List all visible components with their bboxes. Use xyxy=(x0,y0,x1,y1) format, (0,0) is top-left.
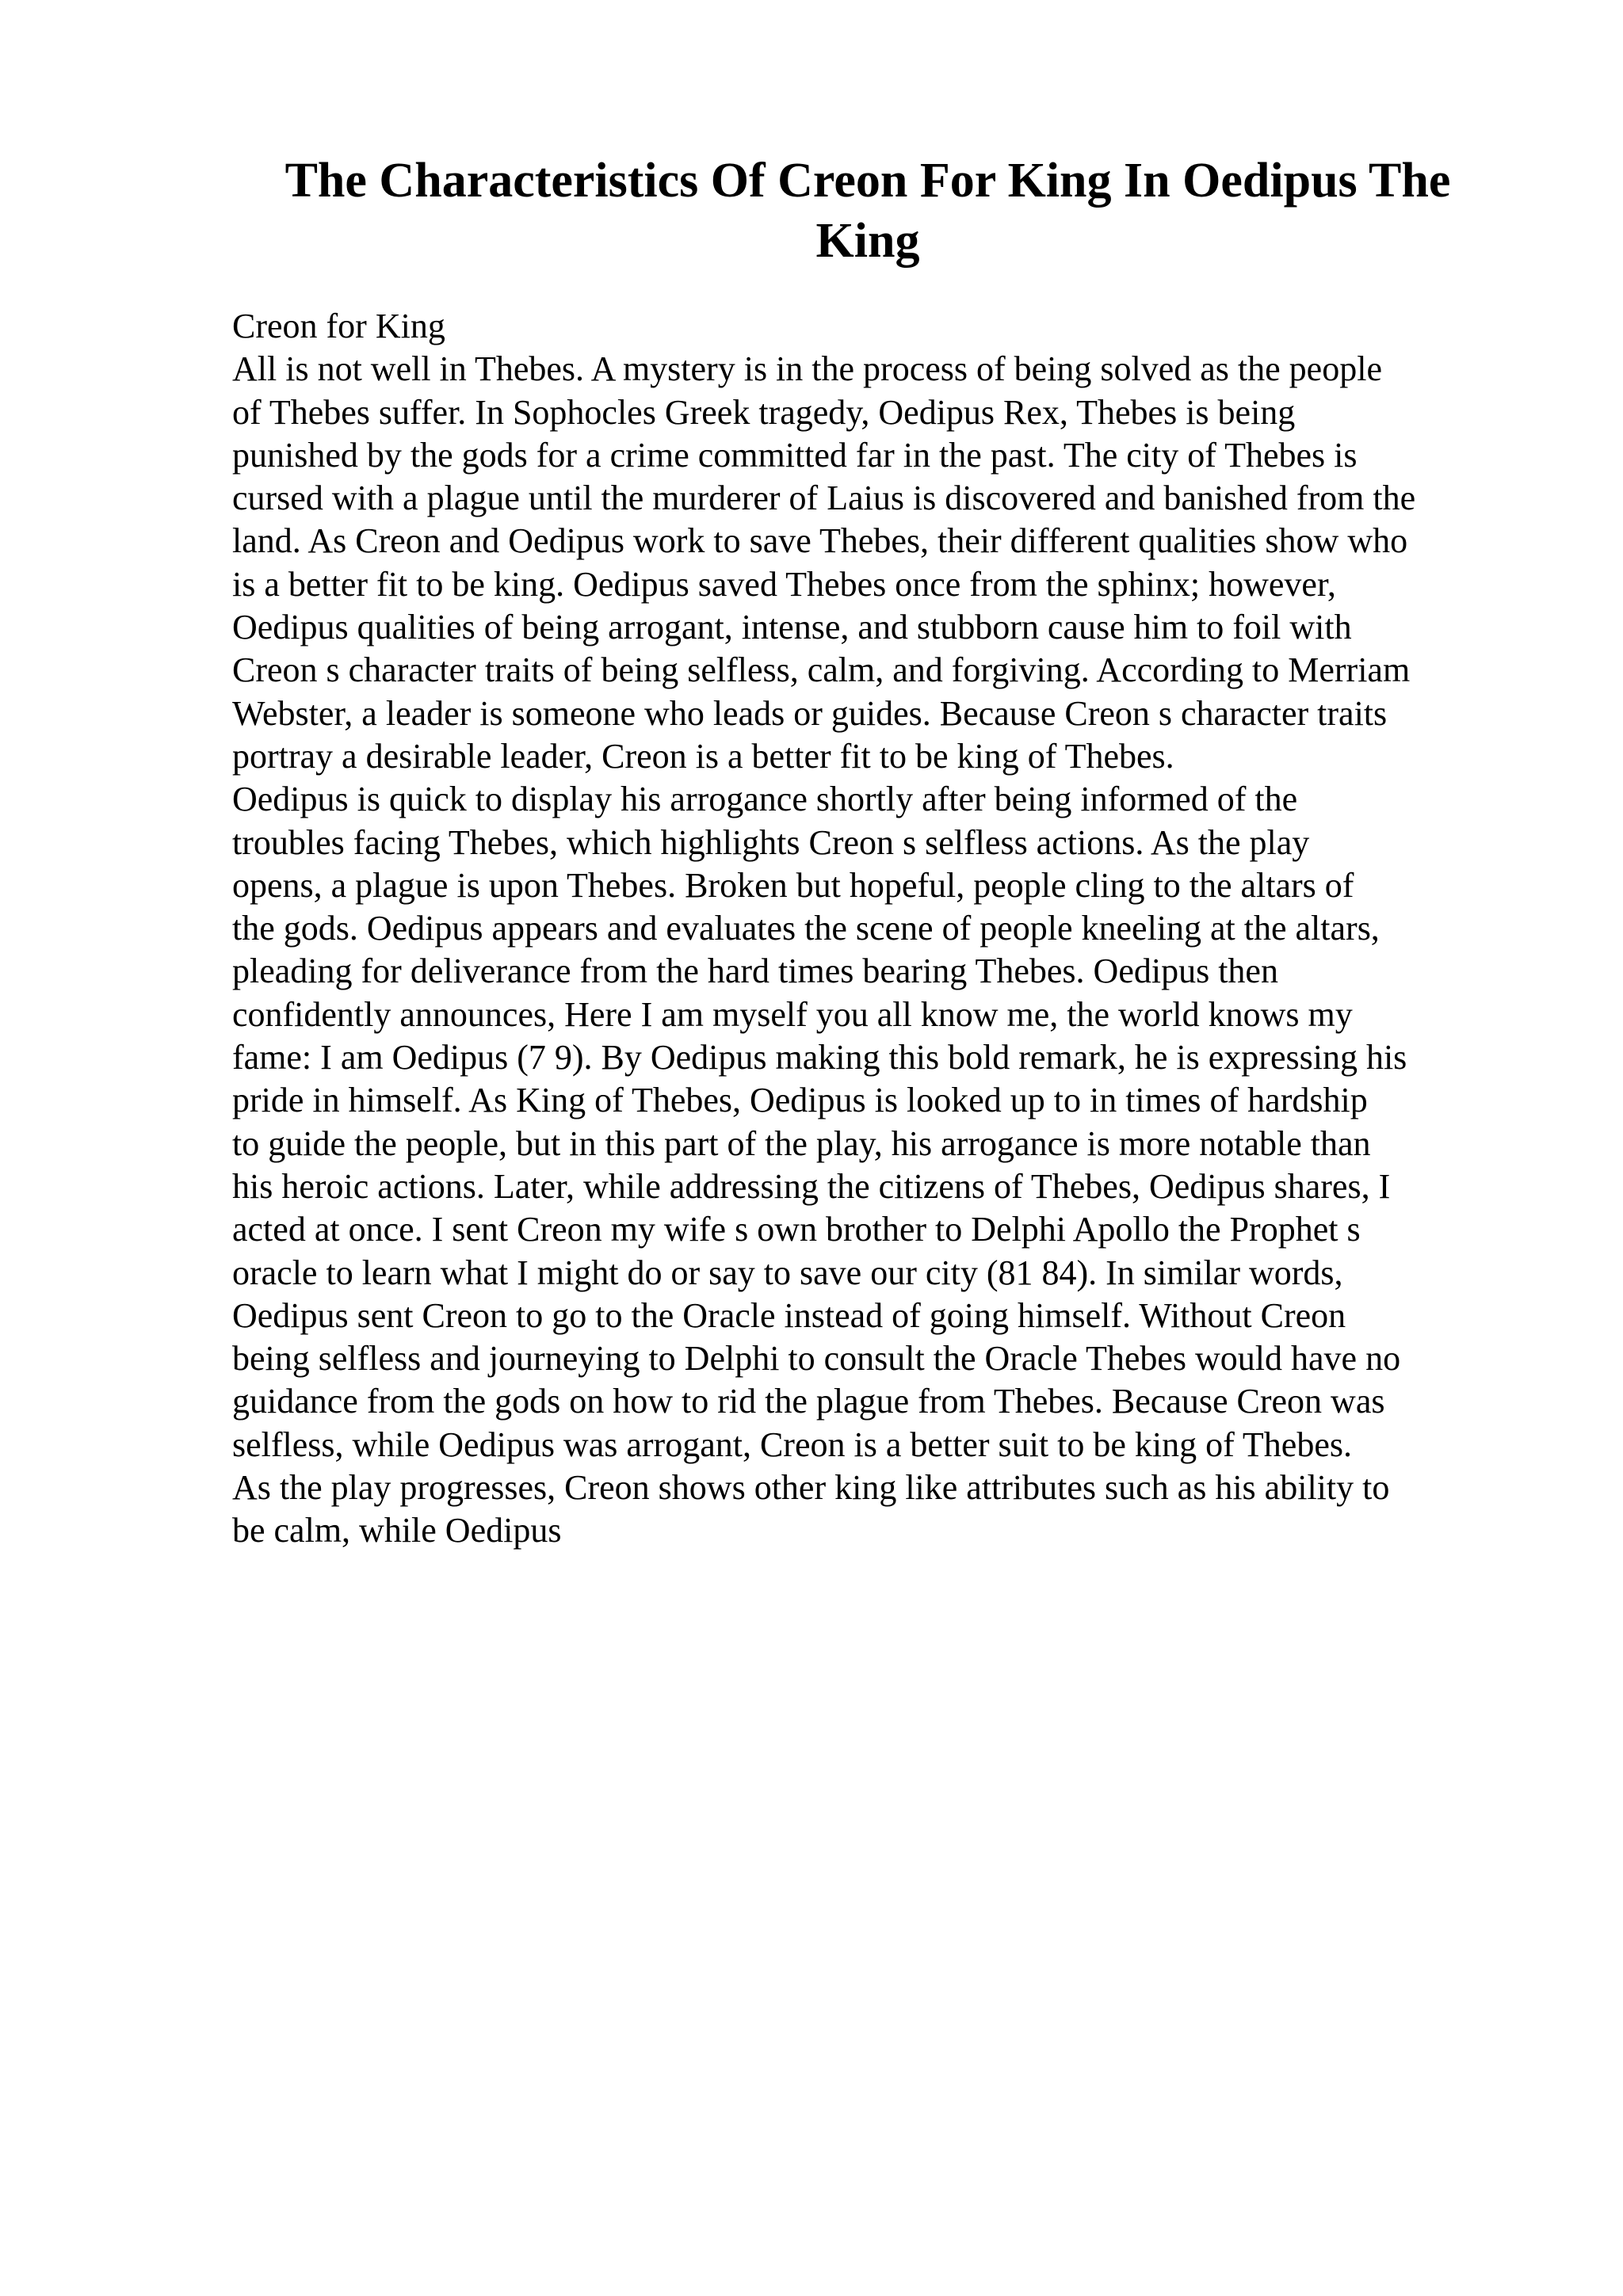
body-line: pride in himself. As King of Thebes, Oedipus is looked up to in times of hardship xyxy=(232,1081,1368,1120)
body-line: punished by the gods for a crime committed far in the past. The city of Thebes is xyxy=(232,435,1358,475)
body-line: land. As Creon and Oedipus work to save Thebes, their different qualities show who xyxy=(232,521,1408,561)
body-line: acted at once. I sent Creon my wife s own brother to Delphi Apollo the Prophet s xyxy=(232,1210,1361,1249)
body-line: oracle to learn what I might do or say to save our city (81 84). In similar words, xyxy=(232,1253,1343,1292)
body-line: guidance from the gods on how to rid the plague from Thebes. Because Creon was xyxy=(232,1382,1385,1421)
body-line: portray a desirable leader, Creon is a better fit to be king of Thebes. xyxy=(232,736,1174,776)
document-title: The Characteristics Of Creon For King In Oedipus The King xyxy=(285,154,1451,268)
body-line: fame: I am Oedipus (7 9). By Oedipus making this bold remark, he is expressing his xyxy=(232,1038,1407,1077)
body-line: to guide the people, but in this part of the play, his arrogance is more notable than xyxy=(232,1123,1371,1163)
body-line: troubles facing Thebes, which highlights Creon s selfless actions. As the play xyxy=(232,822,1310,862)
body-line: the gods. Oedipus appears and evaluates the scene of people kneeling at the altars, xyxy=(232,909,1380,948)
body-line: be calm, while Oedipus xyxy=(232,1511,562,1550)
body-line: his heroic actions. Later, while addressing the citizens of Thebes, Oedipus shares, I xyxy=(232,1166,1391,1206)
body-line: cursed with a plague until the murderer of Laius is discovered and banished from the xyxy=(232,479,1416,518)
body-line: Oedipus is quick to display his arrogance shortly after being informed of the xyxy=(232,780,1298,819)
body-line: Creon s character traits of being selfless, calm, and forgiving. According to Merriam xyxy=(232,650,1411,690)
body-line: pleading for deliverance from the hard times bearing Thebes. Oedipus then xyxy=(232,952,1278,991)
body-line: Oedipus sent Creon to go to the Oracle instead of going himself. Without Creon xyxy=(232,1295,1346,1335)
body-line: opens, a plague is upon Thebes. Broken but hopeful, people cling to the altars of xyxy=(232,865,1354,905)
body-line: confidently announces, Here I am myself you all know me, the world knows my xyxy=(232,994,1353,1034)
body-line: Oedipus qualities of being arrogant, intense, and stubborn cause him to foil with xyxy=(232,608,1352,647)
body-line: being selfless and journeying to Delphi to consult the Oracle Thebes would have no xyxy=(232,1339,1401,1379)
body-line: selfless, while Oedipus was arrogant, Creon is a better suit to be king of Thebes. xyxy=(232,1425,1352,1464)
document-body xyxy=(232,305,1500,1553)
body-line: Creon for King xyxy=(232,307,445,345)
body-line: Webster, a leader is someone who leads or guides. Because Creon s character traits xyxy=(232,693,1388,733)
body-line: is a better fit to be king. Oedipus saved Thebes once from the sphinx; however, xyxy=(232,564,1336,604)
body-line: All is not well in Thebes. A mystery is in the process of being solved as the people xyxy=(232,349,1382,389)
body-line: As the play progresses, Creon shows other king like attributes such as his ability to xyxy=(232,1468,1390,1508)
body-line: of Thebes suffer. In Sophocles Greek tragedy, Oedipus Rex, Thebes is being xyxy=(232,392,1296,432)
